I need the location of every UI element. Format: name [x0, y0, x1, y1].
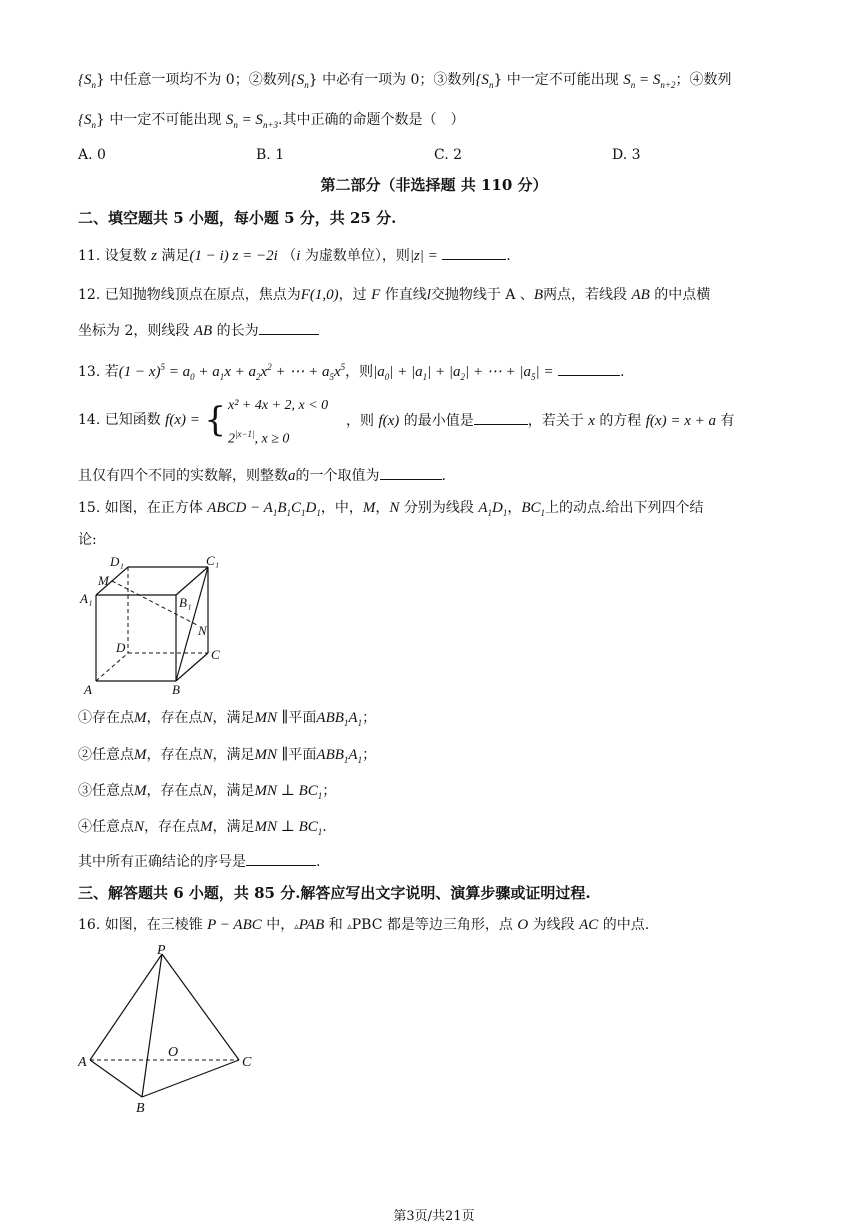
q10-options — [78, 145, 790, 165]
edge-PA — [90, 954, 162, 1060]
edge-BC — [142, 1060, 239, 1097]
label-a1: A₁ — [80, 591, 93, 606]
label-o: O — [168, 1045, 179, 1060]
option-c: C. 2 — [434, 147, 463, 163]
edge-B1C1 — [176, 567, 208, 595]
option-b: B. 1 — [256, 147, 285, 163]
q11: 11. 设复数 z 满足(1 − i) z = −2i （i 为虚数单位），则|z| = . — [78, 245, 511, 266]
label-c: C — [242, 1055, 252, 1070]
q15-statement-2: ②任意点M，存在点N，满足MN ∥平面$ABB_1A_1$； — [78, 747, 377, 765]
label-n: N — [198, 623, 207, 638]
label-c: C — [211, 647, 220, 662]
edge-BC — [176, 653, 208, 681]
pyramid-figure — [72, 942, 272, 1122]
label-p: P — [157, 943, 166, 958]
label-d: D — [116, 640, 126, 655]
q15-statement-3: ③任意点M，存在点N，满足MN ⊥ $BC_1$； — [78, 783, 337, 801]
cube-figure — [78, 553, 228, 703]
label-d1: D₁ — [110, 554, 124, 569]
section2-title: 二、填空题共 5 小题，每小题 5 分，共 25 分. — [78, 209, 397, 227]
edge-PB — [142, 954, 162, 1097]
q14-line1-rest: ，则 f(x) 的最小值是 ，若关于 x 的方程 f(x) = x + a 有 — [346, 410, 734, 431]
edge-AD — [96, 653, 128, 681]
q14-case1: x² + 4x + 2, x < 0 — [228, 398, 329, 413]
label-c1: C₁ — [206, 553, 220, 568]
q15-line2: 论: — [78, 532, 97, 548]
q14-line2: 且仅有四个不同的实数解，则整数a的一个取值为 . — [78, 465, 446, 486]
q13: 13. 若$(1 - x)^5 = a_0 + a_1x + a_2x^2$ + ⋯ + $a_5x^5$，则$|a_0| + |a_1| + |a_2|$ + ⋯ + $|a_5|$ = . — [78, 362, 625, 382]
label-b1: B₁ — [179, 595, 192, 610]
q14-line1: 14. 已知函数 f(x) = { — [78, 400, 226, 440]
q15-statement-4: ④任意点N，存在点M，满足MN ⊥ $BC_1$. — [78, 819, 327, 837]
q15-line1: 15. 如图，在正方体 ABCD − $A_1B_1C_1D_1$，中，M，N 分别为线段 $A_1D_1$，$BC_1$上的动点.给出下列四个结 — [78, 500, 704, 518]
label-m: M — [98, 573, 109, 588]
q10-line1: $\{S_n\}$ 中任意一项均不为 0；②数列$\{S_n\}$ 中必有一项为 0；③数列$\{S_n\}$ 中一定不可能出现 $S_n = S_{n+2}$；④数列 — [78, 72, 732, 90]
section3-title: 三、解答题共 6 小题，共 85 分.解答应写出文字说明、演算步骤或证明过程. — [78, 884, 591, 902]
part2-title: 第二部分（非选择题 共 110 分） — [320, 176, 548, 194]
q10-line2: $\{S_n\}$ 中一定不可能出现 $S_n = S_{n+3}$.其中正确的命题个数是（ ） — [78, 112, 465, 130]
page-footer: 第3页/共21页 — [393, 1209, 475, 1224]
q12-line1: 12. 已知抛物线顶点在原点，焦点为F(1,0)，过 F 作直线l交抛物线于 A 、B两点，若线段 AB 的中点横 — [78, 287, 711, 303]
q15-conclusion: 其中所有正确结论的序号是 . — [78, 851, 320, 872]
label-b: B — [172, 682, 180, 697]
option-a: A. 0 — [78, 147, 106, 163]
q15-statement-1: ①存在点M，存在点N，满足MN ∥平面$ABB_1A_1$； — [78, 710, 377, 728]
edge-AB — [90, 1060, 142, 1097]
label-b: B — [136, 1101, 145, 1116]
q12-line2: 坐标为 2，则线段 AB 的长为 — [78, 320, 319, 341]
q16-text: 16. 如图，在三棱锥 P − ABC 中，▵PAB 和 ▵PBC 都是等边三角形，点 O 为线段 AC 的中点. — [78, 917, 650, 933]
label-a: A — [84, 682, 92, 697]
option-d: D. 3 — [612, 147, 641, 163]
q14-case2: $2^{|x-1|}$, x ≥ 0 — [228, 429, 290, 447]
label-a: A — [78, 1055, 87, 1070]
